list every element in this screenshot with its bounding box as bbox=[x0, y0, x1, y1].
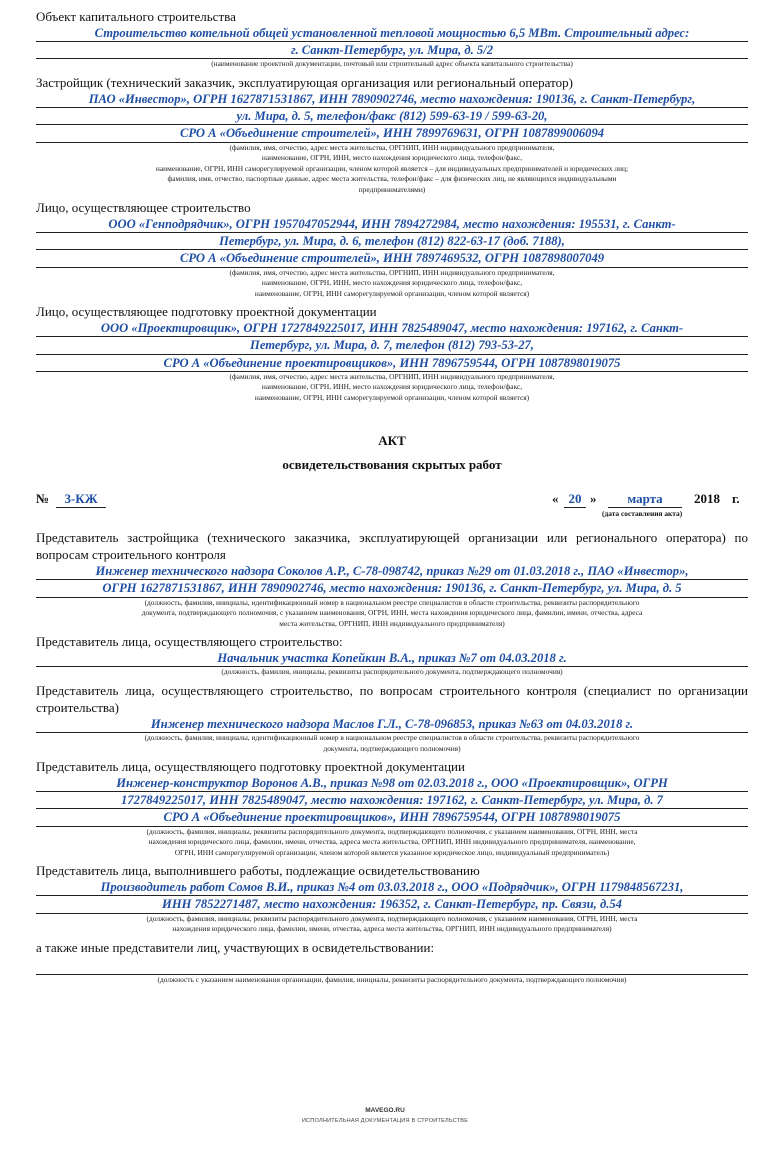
rep-developer-caption bbox=[36, 598, 748, 630]
developer-line-1: ПАО «Инвестор», ОГРН 1627871531867, ИНН 7890902746, место нахождения: 190136, г. Санкт-Петербург, bbox=[36, 91, 748, 108]
rep-developer-caption-line: документа, подтверждающего полномочия, с указанием наименования, ОГРН, ИНН, места нахождения юридического лица, фамилии, имени, отчества, адреса bbox=[141, 608, 643, 618]
developer-caption-line: (фамилия, имя, отчество, адрес места жительства, ОРГНИП, ИНН индивидуального предпринимателя, bbox=[229, 142, 555, 152]
developer-caption-line: наименование, ОГРН, ИНН саморегулируемой организации, членом которой является – для индивидуальных предпринимателей и юридических лиц; bbox=[155, 163, 629, 173]
builder-line-2: Петербург, ул. Мира, д. 6, телефон (812) 822-63-17 (доб. 7188), bbox=[36, 233, 748, 250]
rep-designer-caption-line: ОГРН, ИНН саморегулируемой организации, членом которой является указанное юридическое лицо, индивидуальный предприниматель) bbox=[174, 847, 610, 857]
rep-builder-control-caption bbox=[36, 733, 748, 754]
act-day: 20 bbox=[564, 491, 586, 508]
developer-caption-line: наименование, ОГРН, ИНН, место нахождения юридического лица, телефон/факс, bbox=[261, 153, 523, 163]
act-number-date-row bbox=[36, 487, 748, 519]
date-caption: (дата составления акта) bbox=[602, 509, 683, 519]
rep-contractor-caption bbox=[36, 914, 748, 935]
rep-developer-caption-line: (должность, фамилия, инициалы, идентификационный номер в национальном реестре специалистов в области строительства, реквизиты распорядительного bbox=[144, 597, 640, 607]
developer-caption-line: фамилия, имя, отчество, паспортные данные, адрес места жительства, телефон/факс – для физических лиц, не являющихся индивидуальными bbox=[167, 174, 617, 184]
rep-designer-line-2: 1727849225017, ИНН 7825489047, место нахождения: 197162, г. Санкт-Петербург, ул. Мира, д. 7 bbox=[36, 792, 748, 809]
rep-developer-caption-line: места жительства, ОРГНИП, ИНН индивидуального предпринимателя) bbox=[279, 618, 505, 628]
designer-caption-line: наименование, ОГРН, ИНН, место нахождения юридического лица, телефон/факс, bbox=[261, 382, 523, 392]
designer-label: Лицо, осуществляющее подготовку проектной документации bbox=[36, 304, 377, 320]
act-year: 2018 bbox=[694, 491, 720, 507]
object-line-1: Строительство котельной общей установленной тепловой мощностью 6,5 МВт. Строительный адрес: bbox=[36, 25, 748, 42]
act-year-suffix: г. bbox=[732, 491, 740, 507]
developer-line-2: ул. Мира, д. 5, телефон/факс (812) 599-63-19 / 599-63-20, bbox=[36, 108, 748, 125]
object-line-2: г. Санкт-Петербург, ул. Мира, д. 5/2 bbox=[36, 42, 748, 59]
rep-designer-caption-line: нахождения юридического лица, фамилии, имени, отчества, адреса места жительства, ОРГНИП, ИНН индивидуального предпринимателя, наименование, bbox=[148, 837, 636, 847]
quote-close: » bbox=[590, 491, 597, 507]
rep-contractor-label: Представитель лица, выполнившего работы, подлежащие освидетельствованию bbox=[36, 863, 480, 879]
rep-builder-control-label: Представитель лица, осуществляющего строительство, по вопросам строительного контроля (специалист по организации строительства) bbox=[36, 682, 748, 715]
others-label: а также иные представители лиц, участвующих в освидетельствовании: bbox=[36, 939, 435, 955]
rep-contractor-caption-line: нахождения юридического лица, фамилии, имени, отчества, адреса места жительства, ОРГНИП, ИНН индивидуального предпринимателя) bbox=[172, 924, 612, 934]
rep-designer-line-3: СРО А «Объединение проектировщиков», ИНН 7896759544, ОГРН 1087898019075 bbox=[36, 809, 748, 826]
developer-label: Застройщик (технический заказчик, эксплуатирующая организация или региональный оператор) bbox=[36, 74, 573, 90]
act-subtitle: освидетельствования скрытых работ bbox=[282, 457, 502, 473]
rep-designer-caption bbox=[36, 827, 748, 859]
rep-builder-caption-line: (должность, фамилия, инициалы, реквизиты распорядительного документа, подтверждающего полномочия) bbox=[221, 667, 563, 677]
act-number: 3-КЖ bbox=[56, 491, 106, 508]
designer-caption-line: наименование, ОГРН, ИНН саморегулируемой организации, членом которой является) bbox=[254, 392, 530, 402]
rep-designer-label: Представитель лица, осуществляющего подготовку проектной документации bbox=[36, 759, 465, 775]
builder-caption-line: наименование, ОГРН, ИНН, место нахождения юридического лица, телефон/факс, bbox=[261, 278, 523, 288]
developer-caption-line: предпринимателями) bbox=[358, 184, 426, 194]
act-month: марта bbox=[608, 491, 682, 508]
footer-site: MAVEGO.RU bbox=[365, 1107, 405, 1114]
builder-caption bbox=[36, 268, 748, 300]
others-blank-line bbox=[36, 956, 748, 975]
builder-line-3: СРО А «Объединение строителей», ИНН 7897469532, ОГРН 1087898007049 bbox=[36, 250, 748, 267]
number-sign: № bbox=[36, 491, 50, 507]
builder-label: Лицо, осуществляющее строительство bbox=[36, 200, 251, 216]
object-caption: (наименование проектной документации, почтовый или строительный адрес объекта капитального строительства) bbox=[211, 59, 573, 69]
developer-line-3: СРО А «Объединение строителей», ИНН 7899769631, ОГРН 1087899006094 bbox=[36, 125, 748, 142]
builder-line-1: ООО «Генподрядчик», ОГРН 1957047052944, ИНН 7894272984, место нахождения: 195531, г. Санкт- bbox=[36, 216, 748, 233]
rep-designer-caption-line: (должность, фамилия, инициалы, реквизиты распорядительного документа, подтверждающего полномочия, с указанием наименования, ОГРН, ИНН, места bbox=[146, 826, 638, 836]
rep-designer-line-1: Инженер-конструктор Воронов А.В., приказ №98 от 02.03.2018 г., ООО «Проектировщик», ОГРН bbox=[36, 775, 748, 792]
designer-line-3: СРО А «Объединение проектировщиков», ИНН 7896759544, ОГРН 1087898019075 bbox=[36, 355, 748, 372]
object-label: Объект капитального строительства bbox=[36, 9, 236, 24]
builder-caption-line: наименование, ОГРН, ИНН саморегулируемой организации, членом которой является) bbox=[254, 288, 530, 298]
developer-caption bbox=[36, 143, 748, 196]
rep-developer-label: Представитель застройщика (технического заказчика, эксплуатирующей организации или регионального оператора) по вопросам строительного контроля bbox=[36, 530, 748, 563]
act-title: АКТ bbox=[378, 433, 406, 449]
rep-developer-line-2: ОГРН 1627871531867, ИНН 7890902746, место нахождения: 190136, г. Санкт-Петербург, ул. Мира, д. 5 bbox=[36, 580, 748, 597]
builder-caption-line: (фамилия, имя, отчество, адрес места жительства, ОРГНИП, ИНН индивидуального предпринимателя, bbox=[229, 267, 555, 277]
rep-contractor-caption-line: (должность, фамилия, инициалы, реквизиты распорядительного документа, подтверждающего полномочия, с указанием наименования, ОГРН, ИНН, места bbox=[146, 913, 638, 923]
quote-open: « bbox=[552, 491, 559, 507]
rep-builder-control-caption-line: (должность, фамилия, инициалы, идентификационный номер в национальном реестре специалистов в области строительства, реквизиты распорядительного bbox=[144, 733, 640, 743]
rep-builder-line-1: Начальник участка Копейкин В.А., приказ №7 от 04.03.2018 г. bbox=[36, 650, 748, 667]
designer-caption-line: (фамилия, имя, отчество, адрес места жительства, ОРГНИП, ИНН индивидуального предпринимателя, bbox=[229, 371, 555, 381]
designer-line-1: ООО «Проектировщик», ОГРН 1727849225017, ИНН 7825489047, место нахождения: 197162, г. Санкт- bbox=[36, 320, 748, 337]
rep-builder-control-caption-line: документа, подтверждающего полномочия) bbox=[323, 743, 461, 753]
rep-builder-control-line-1: Инженер технического надзора Маслов Г.Л., С-78-096853, приказ №63 от 04.03.2018 г. bbox=[36, 716, 748, 733]
rep-developer-line-1: Инженер технического надзора Соколов А.Р., С-78-098742, приказ №29 от 01.03.2018 г., ПАО «Инвестор», bbox=[36, 563, 748, 580]
rep-builder-caption bbox=[36, 667, 748, 678]
footer-subtitle: ИСПОЛНИТЕЛЬНАЯ ДОКУМЕНТАЦИЯ В СТРОИТЕЛЬСТВЕ bbox=[301, 1118, 469, 1124]
rep-builder-label: Представитель лица, осуществляющего строительство: bbox=[36, 634, 343, 650]
rep-contractor-line-1: Производитель работ Сомов В.И., приказ №4 от 03.03.2018 г., ООО «Подрядчик», ОГРН 1179848567231, bbox=[36, 879, 748, 896]
designer-caption bbox=[36, 372, 748, 404]
designer-line-2: Петербург, ул. Мира, д. 7, телефон (812) 793-53-27, bbox=[36, 337, 748, 354]
others-caption: (должность с указанием наименования организации, фамилия, инициалы, реквизиты распорядительного документа, подтверждающего полномочия) bbox=[157, 974, 627, 984]
rep-contractor-line-2: ИНН 7852271487, место нахождения: 196352, г. Санкт-Петербург, пр. Связи, д.54 bbox=[36, 896, 748, 913]
